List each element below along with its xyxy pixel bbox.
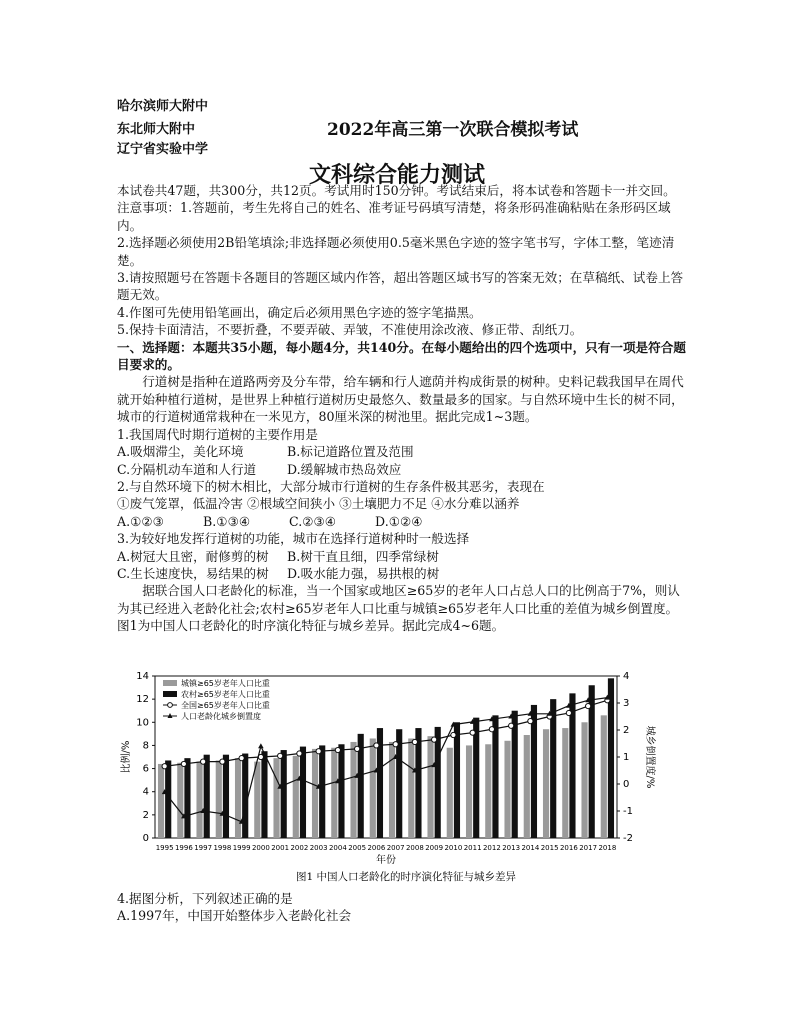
bar-urban — [408, 738, 414, 838]
y-tick-label: 8 — [142, 740, 149, 752]
point-national — [374, 743, 379, 748]
x-tick-label: 1999 — [232, 844, 251, 852]
intro-text: 本试卷共47题，共300分，共12页。考试用时150分钟。考试结束后，将本试卷和答题卡一并交回。 — [117, 183, 676, 198]
bar-urban — [543, 729, 549, 838]
option-1c: C.分隔机动车道和人行道 — [117, 461, 257, 477]
point-national — [451, 732, 456, 737]
question-1-stem: 1.我国周代时期行道树的主要作用是 — [117, 426, 318, 442]
note-4: 4.作图可先使用铅笔画出，确定后必须用黑色字迹的签字笔描黑。 — [117, 304, 482, 320]
legend-label-rural: 农村≥65岁老年人口比重 — [181, 690, 270, 699]
bar-urban — [331, 748, 337, 838]
x-tick-label: 2003 — [309, 844, 328, 852]
point-national — [278, 753, 283, 758]
bar-urban — [389, 742, 395, 838]
point-national — [355, 746, 360, 751]
option-3c: C.生长速度快，易结果的树 — [117, 565, 269, 581]
note-1: 注意事项：1.答题前，考生先将自己的姓名、准考证号码填写清楚，将条形码准确粘贴在条形码区域内。 — [117, 200, 671, 233]
x-tick-label: 2012 — [482, 844, 501, 852]
option-1b: B.标记道路位置及范围 — [287, 444, 414, 460]
question-1-options-row2 — [117, 461, 689, 478]
point-inversion — [258, 743, 264, 748]
y-tick-label: 14 — [136, 671, 149, 682]
paper-title: 文科综合能力测试 — [308, 162, 485, 188]
bar-rural — [242, 754, 248, 838]
option-4a: A.1997年，中国开始整体步入老龄化社会 — [117, 908, 352, 924]
bar-rural — [550, 699, 556, 838]
x-tick-label: 2006 — [367, 844, 386, 852]
exam-title: 2022年高三第一次联合模拟考试 — [327, 120, 579, 140]
x-tick-label: 2001 — [271, 844, 290, 852]
y-axis-label: 比例/% — [121, 740, 132, 774]
bar-rural — [281, 750, 287, 838]
legend-swatch-rural — [163, 691, 177, 697]
y2-tick-label: 0 — [623, 779, 630, 790]
x-tick-label: 2016 — [559, 844, 578, 852]
line-national — [165, 700, 608, 766]
x-tick-label: 1995 — [155, 844, 174, 852]
y2-tick-label: 2 — [623, 725, 630, 736]
y2-tick-label: -1 — [623, 806, 633, 817]
note-2: 2.选择题必须使用2B铅笔填涂;非选择题必须使用0.5毫米黑色字迹的签字笔书写，字体工整，笔迹清楚。 — [117, 235, 675, 268]
question-3-stem: 3.为较好地发挥行道树的功能，城市在选择行道树种时一般选择 — [117, 531, 470, 547]
bar-urban — [485, 744, 491, 838]
y2-tick-label: 4 — [623, 671, 630, 682]
point-national — [335, 747, 340, 752]
option-1a: A.吸烟滞尘，美化环境 — [117, 444, 244, 460]
aging-chart — [117, 670, 677, 888]
bar-urban — [254, 762, 260, 838]
x-tick-label: 1996 — [174, 844, 193, 852]
point-national — [316, 749, 321, 754]
bar-urban — [562, 728, 568, 838]
chart-caption: 图1 中国人口老龄化的时序演化特征与城乡差异 — [295, 871, 517, 883]
x-tick-label: 2009 — [425, 844, 444, 852]
bar-rural — [338, 744, 344, 838]
point-national — [297, 751, 302, 756]
option-2d: D.①②④ — [375, 513, 423, 529]
point-national — [489, 727, 494, 732]
school-name-3: 辽宁省实验中学 — [117, 142, 209, 157]
question-2-options — [117, 513, 689, 530]
point-national — [566, 710, 571, 715]
point-national — [586, 703, 591, 708]
y-tick-label: 2 — [142, 809, 149, 821]
y2-tick-label: 3 — [623, 698, 630, 709]
point-national — [528, 719, 533, 724]
point-national — [412, 739, 417, 744]
y-tick-label: 6 — [142, 763, 149, 775]
point-national — [239, 756, 244, 761]
point-national — [470, 730, 475, 735]
bar-urban — [273, 758, 279, 838]
bar-rural — [473, 718, 479, 838]
x-tick-label: 2000 — [251, 844, 270, 852]
bar-urban — [524, 735, 530, 838]
bar-urban — [350, 742, 356, 838]
y2-axis-label: 城乡倒置度/% — [644, 725, 655, 789]
bar-urban — [581, 722, 587, 838]
bar-urban — [427, 736, 433, 838]
bar-rural — [223, 755, 229, 838]
x-tick-label: 1997 — [194, 844, 213, 852]
bar-urban — [466, 745, 472, 838]
legend-label-national: 全国≥65岁老年人口比重 — [181, 701, 270, 710]
point-national — [432, 737, 437, 742]
y2-tick-label: 1 — [623, 752, 630, 763]
x-tick-label: 2008 — [405, 844, 424, 852]
exam-body — [117, 182, 689, 635]
note-3: 3.请按照题号在答题卡各题目的答题区域内作答，超出答题区域书写的答案无效；在草稿纸、试卷上答题无效。 — [117, 270, 684, 303]
bar-rural — [204, 755, 210, 838]
question-2-stem: 2.与自然环境下的树木相比，大部分城市行道树的生存条件极其恶劣，表现在 — [117, 478, 545, 494]
option-2a: A.①②③ — [117, 513, 164, 529]
question-1-options-row1 — [117, 443, 689, 460]
x-tick-label: 2015 — [540, 844, 559, 852]
point-national — [162, 764, 167, 769]
point-national — [393, 742, 398, 747]
bar-rural — [531, 705, 537, 838]
school-name-1: 哈尔滨师大附中 — [117, 99, 209, 114]
x-tick-label: 2004 — [328, 844, 347, 852]
bar-urban — [293, 756, 299, 838]
bar-rural — [435, 727, 441, 838]
y-tick-label: 4 — [142, 786, 149, 798]
legend-label-urban: 城镇≥65岁老年人口比重 — [181, 679, 270, 688]
bar-rural — [492, 715, 498, 838]
passage-1: 行道树是指种在道路两旁及分车带，给车辆和行人遮荫并构成街景的树种。史料记载我国早在周代就开始种植行道树，是世界上种植行道树历史最悠久、数量最多的国家。与自然环境中生长的树不同，城市的行道树通常栽种在一米见方，80厘米深的树池里。据此完成1~3题。 — [117, 374, 684, 425]
y-tick-label: 10 — [136, 717, 149, 729]
x-tick-label: 2010 — [444, 844, 463, 852]
after-chart — [117, 890, 689, 925]
bar-urban — [216, 760, 222, 838]
x-tick-label: 2018 — [598, 844, 617, 852]
bar-urban — [447, 748, 453, 838]
bar-urban — [158, 764, 164, 838]
question-3-options-row2 — [117, 565, 689, 582]
school-name-2: 东北师大附中 — [117, 122, 196, 137]
point-national — [220, 759, 225, 764]
note-5: 5.保持卡面清洁，不要折叠，不要弄破、弄皱，不准使用涂改液、修正带、刮纸刀。 — [117, 322, 583, 338]
option-2c: C.②③④ — [289, 513, 337, 529]
bar-urban — [235, 758, 241, 838]
y-tick-label: 0 — [142, 833, 149, 844]
bar-rural — [184, 758, 190, 838]
question-4-stem: 4.据图分析，下列叙述正确的是 — [117, 891, 293, 906]
y-tick-label: 12 — [136, 694, 149, 706]
x-tick-label: 2007 — [386, 844, 405, 852]
option-3d: D.吸水能力强，易拱根的树 — [287, 565, 440, 581]
option-3b: B.树干直且细，四季常绿树 — [287, 548, 439, 564]
bar-urban — [601, 715, 607, 838]
bar-urban — [504, 741, 510, 838]
y2-tick-label: -2 — [623, 833, 633, 844]
x-tick-label: 2005 — [348, 844, 367, 852]
bar-rural — [512, 711, 518, 838]
x-tick-label: 2014 — [521, 844, 540, 852]
question-2-items: ①废气笼罩，低温冷害 ②根域空间狭小 ③土壤肥力不足 ④水分难以涵养 — [117, 496, 520, 512]
point-national — [181, 761, 186, 766]
bar-rural — [454, 722, 460, 838]
bar-urban — [196, 762, 202, 838]
bar-urban — [177, 763, 183, 838]
aging-chart-svg — [117, 670, 677, 888]
x-tick-label: 1998 — [213, 844, 232, 852]
legend-label-inversion: 人口老龄化城乡倒置度 — [181, 712, 261, 721]
bar-urban — [312, 749, 318, 838]
x-axis-label: 年份 — [376, 855, 396, 866]
section-heading: 一、选择题：本题共35小题，每小题4分，共140分。在每小题给出的四个选项中，只有一项是符合题目要求的。 — [117, 339, 686, 373]
x-tick-label: 2002 — [290, 844, 309, 852]
option-3a: A.树冠大且密，耐修剪的树 — [117, 548, 269, 564]
legend-swatch-urban — [163, 680, 177, 686]
x-tick-label: 2017 — [579, 844, 598, 852]
point-national — [201, 759, 206, 764]
bar-rural — [261, 751, 267, 838]
question-3-options-row1 — [117, 548, 689, 565]
x-tick-label: 2013 — [502, 844, 521, 852]
bar-rural — [300, 747, 306, 838]
option-2b: B.①③④ — [203, 513, 251, 529]
x-tick-label: 2011 — [463, 844, 482, 852]
bar-urban — [370, 738, 376, 838]
point-national — [509, 723, 514, 728]
legend-marker-national — [168, 703, 173, 708]
option-1d: D.缓解城市热岛效应 — [287, 461, 402, 477]
bar-rural — [319, 745, 325, 838]
passage-2: 据联合国人口老龄化的标准，当一个国家或地区≥65岁的老年人口占总人口的比例高于7%，则认为其已经进入老龄化社会;农村≥65岁老年人口比重与城镇≥65岁老年人口比重的差值为城乡倒置度。图1为中国人口老龄化的时序演化特征与城乡差异。据此完成4~6题。 — [117, 583, 680, 634]
